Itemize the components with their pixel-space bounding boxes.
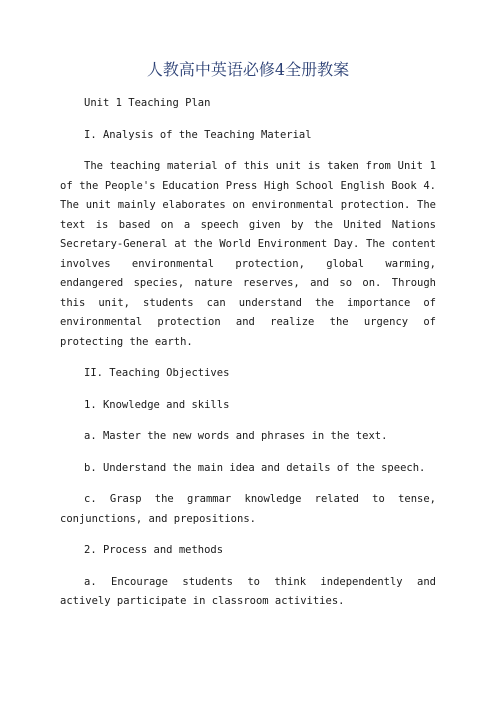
- subheading-process-methods: 2. Process and methods: [84, 544, 224, 556]
- objective-item-b: b. Understand the main idea and details of the speech.: [84, 461, 426, 474]
- analysis-paragraph: The teaching material of this unit is taken from Unit 1 of the People's Education Press High School English Book 4. The unit mainly elaborates on environmental protection. The text is based on a speech given by the United Nations Secretary-General at the World Environment Day. The content involves environmental protection, global warming, endangered species, nature reserves, and so on. Through this unit, students can understand the importance of environmental protection and realize the urgency of protecting the earth.: [60, 160, 436, 348]
- document-body: [60, 94, 436, 624]
- section-heading-objectives: II. Teaching Objectives: [84, 367, 230, 379]
- unit-heading: Unit 1 Teaching Plan: [84, 97, 211, 109]
- objective-item-c: c. Grasp the grammar knowledge related to tense, conjunctions, and prepositions.: [60, 493, 436, 525]
- subheading-knowledge-skills: 1. Knowledge and skills: [84, 398, 230, 411]
- document-title: 人教高中英语必修4全册教案: [146, 60, 350, 79]
- objective-item-a: a. Master the new words and phrases in the text.: [84, 430, 388, 442]
- process-item-a: a. Encourage students to think independently and actively participate in classroom activities.: [60, 575, 436, 607]
- section-heading-analysis: I. Analysis of the Teaching Material: [84, 128, 312, 141]
